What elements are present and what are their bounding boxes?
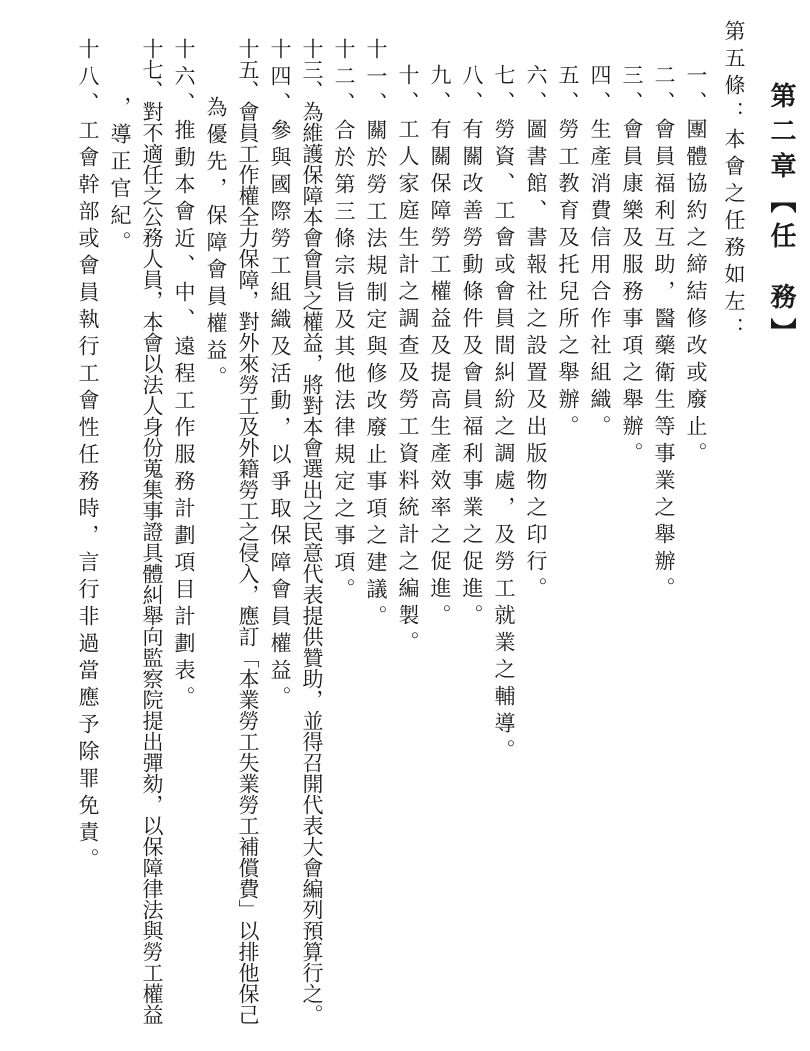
item-2: 二、會員福利互助，醫藥衛生等事業之舉辦。 [652,64,676,604]
item-6: 六、圖書館、書報社之設置及出版物之印行。 [524,64,548,604]
item-17: 十七、對不適任之公務人員，本會以法人身份蒐集事證具體糾舉向監察院提出彈劾，以保障律法與勞工權益 [140,38,164,1025]
item-15: 十五、會員工作權全力保障，對外來勞工及外籍勞工之侵入，應訂「本業勞工失業勞工補償費」以排他保己 [236,38,260,1025]
item-12: 十二、合於第三條宗旨及其他法律規定之事項。 [332,38,356,605]
item-13: 十三、為維護保障本會會員之權益，將對本會選出之民意代表提供贊助，並得召開代表大會編列預算行之。 [300,38,324,1025]
chapter-open-bracket: 【 [766,187,796,222]
item-16: 十六、推動本會近、中、遠程工作服務計劃項目計劃表。 [172,38,196,713]
item-9: 九、有關保障勞工權益及提高生產效率之促進。 [428,64,452,631]
article-title: 第五條：本會之任務如左： [722,20,746,344]
chapter-title-char-1: 任 [766,222,796,257]
item-5: 五、勞工教育及托兒所之舉辦。 [556,64,580,442]
item-8: 八、有關改善勞動條件及會員福利事業之促進。 [460,64,484,631]
item-17-continued: ，導正官紀。 [108,96,132,258]
item-10: 十、工人家庭生計之調查及勞工資料統計之編製。 [396,64,420,658]
item-1: 一、團體協約之締結修改或廢止。 [684,64,708,469]
item-11: 十一、關於勞工法規制定與修改廢止事項之建議。 [364,38,388,632]
item-7: 七、勞資、工會或會員間糾紛之調處，及勞工就業之輔導。 [492,64,516,766]
item-3: 三、會員康樂及服務事項之舉辦。 [620,64,644,469]
item-18: 十八、工會幹部或會員執行工會性任務時，言行非過當應予除罪免責。 [76,38,100,875]
item-14: 十四、參與國際勞工組織及活動，以爭取保障會員權益。 [268,38,292,713]
chapter-heading [768,82,794,353]
chapter-close-bracket: 】 [766,318,796,353]
item-4: 四、生產消費信用合作社組織。 [588,64,612,442]
chapter-title-char-2: 務 [766,283,796,318]
chapter-number: 第二章 [766,82,796,187]
item-15-continued: 為優先，保障會員權益。 [204,96,228,393]
